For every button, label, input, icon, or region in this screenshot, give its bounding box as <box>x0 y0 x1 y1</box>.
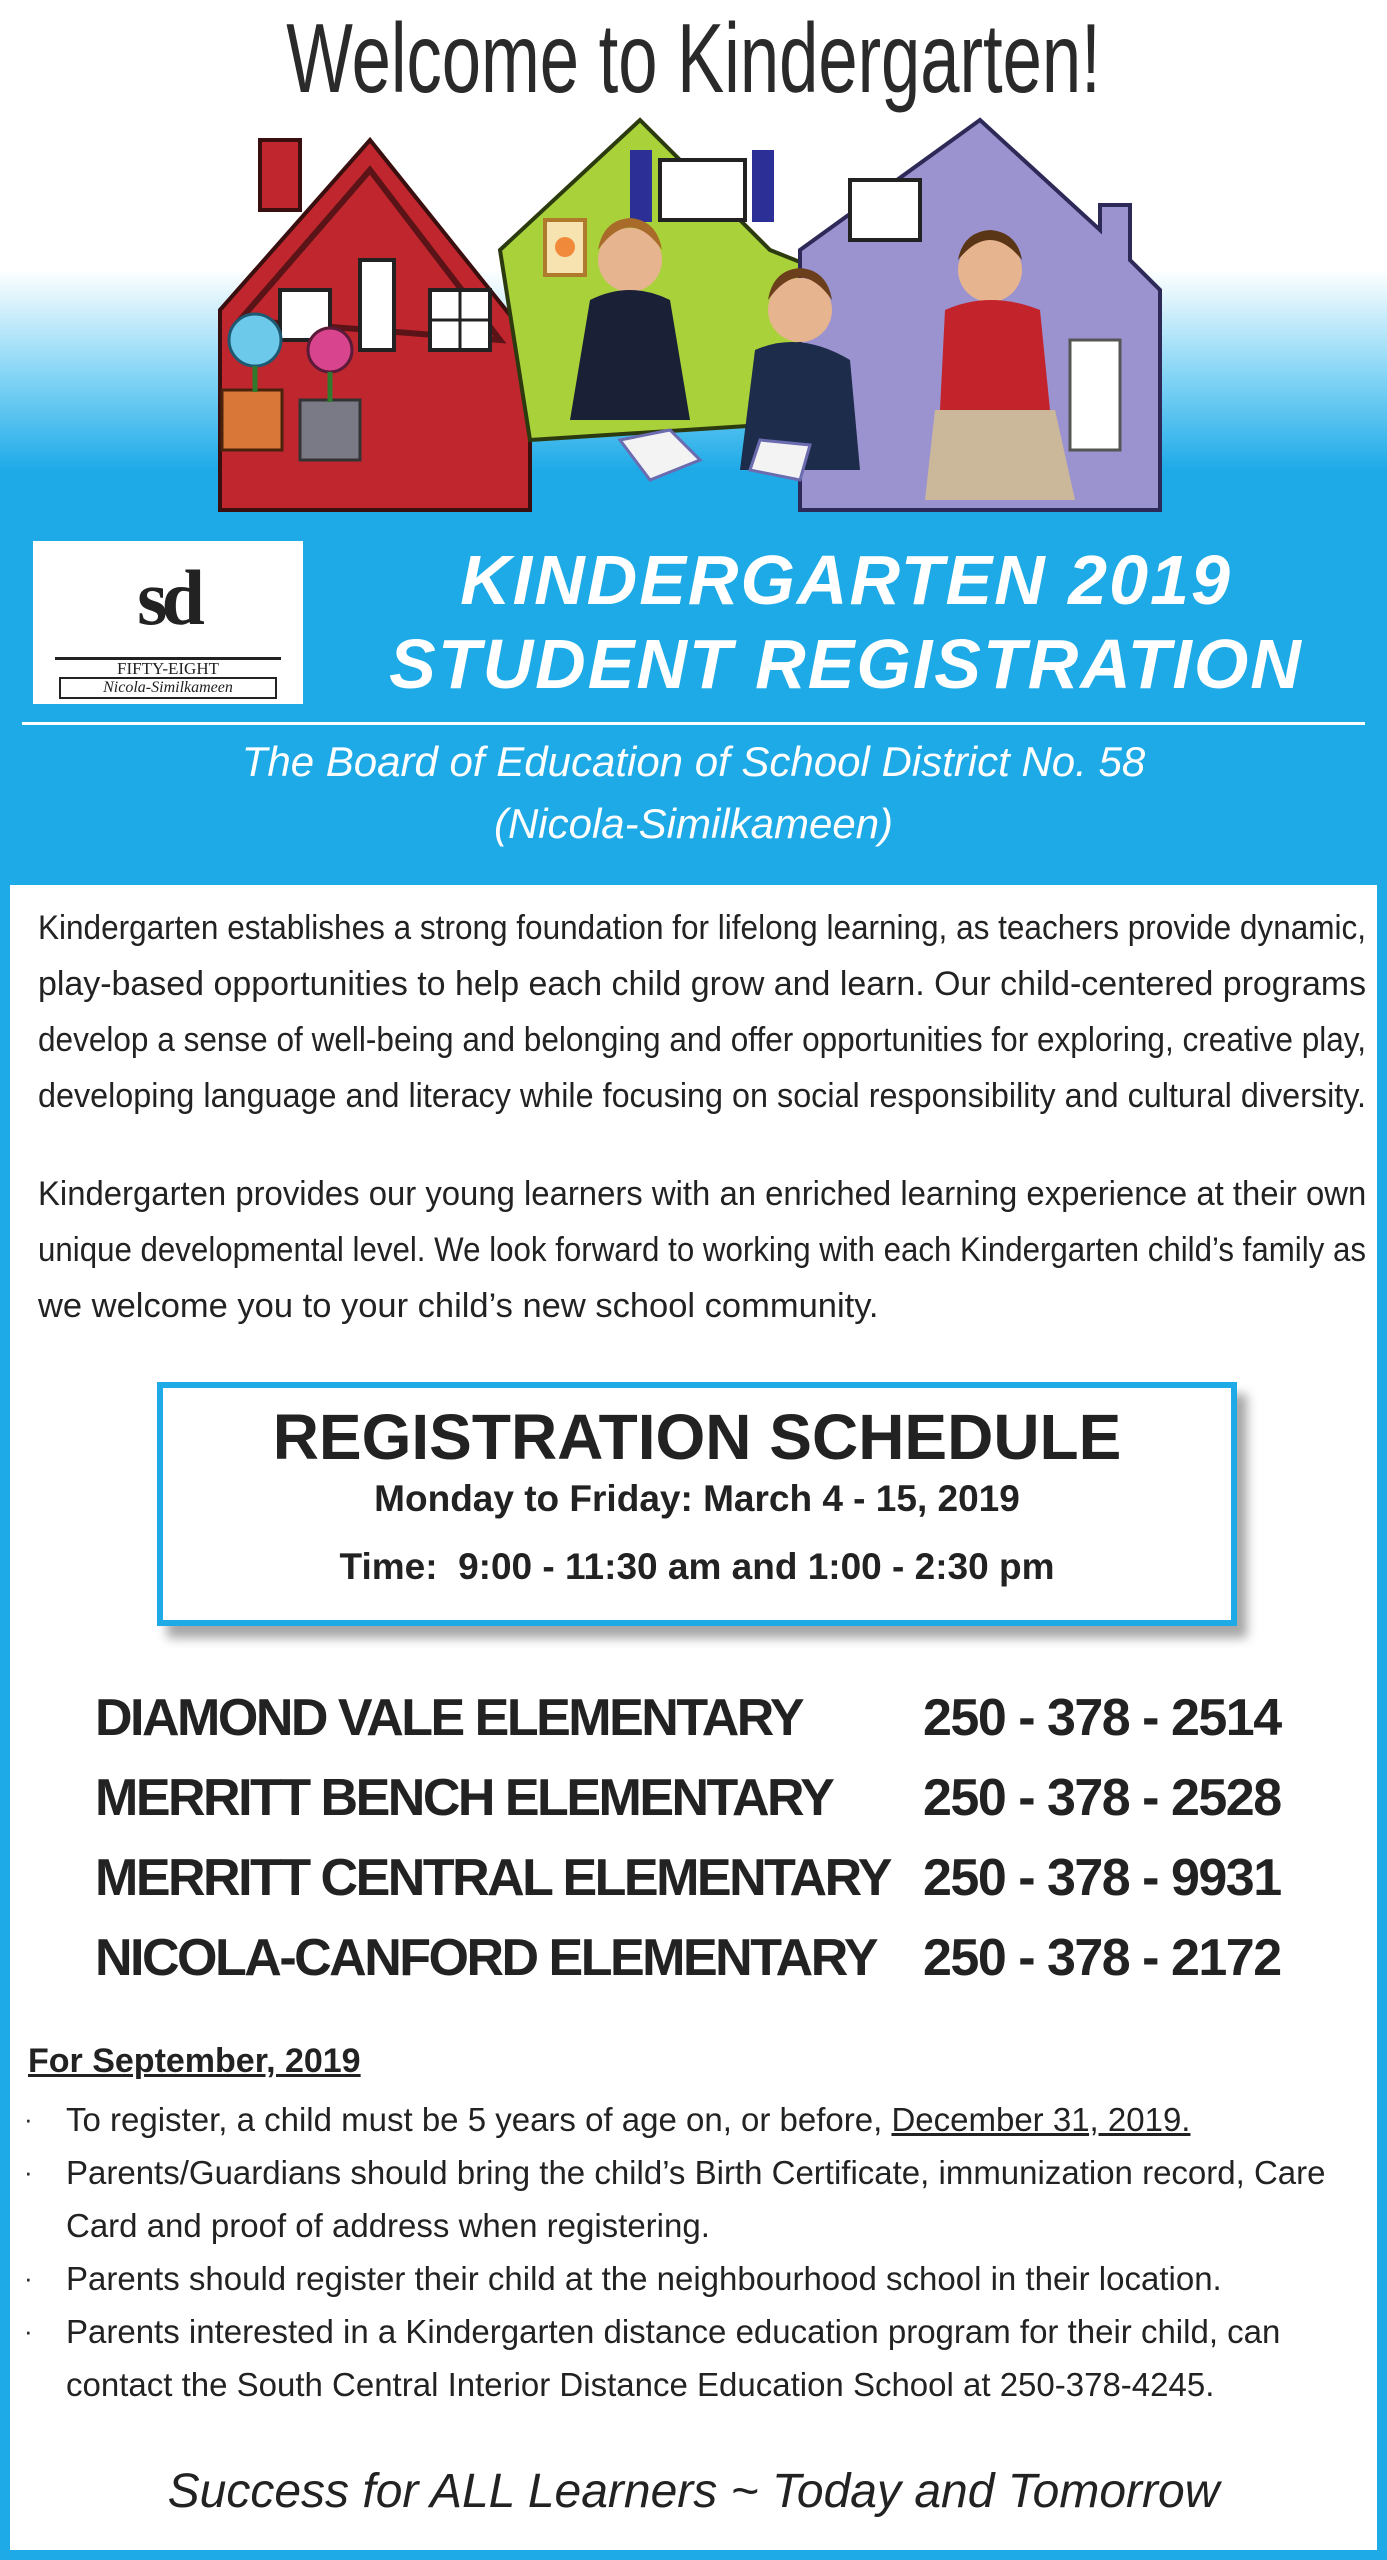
requirements-list <box>22 2093 1362 2411</box>
paragraph-line: develop a sense of well-being and belonging and offer opportunities for exploring, creative play, <box>38 1021 1366 1059</box>
bullet-text: Parents interested in a Kindergarten distance education program for their child, can contact the South Central Interior Distance Education School at 250-378-4245. <box>66 2313 1281 2403</box>
bullet-glyph: · <box>24 2316 33 2346</box>
title-divider <box>22 722 1365 725</box>
school-phone: 250 - 378 - 2528 <box>923 1769 1281 1827</box>
paragraph-line: we welcome you to your child’s new school community. <box>38 1287 879 1325</box>
logo-mark: sd <box>137 554 199 641</box>
school-name: NICOLA-CANFORD ELEMENTARY <box>95 1929 877 1987</box>
paragraph-line: unique developmental level. We look forward to working with each Kindergarten child’s family as <box>38 1231 1366 1269</box>
school-phone: 250 - 378 - 2172 <box>923 1929 1281 1987</box>
list-item <box>22 2252 1362 2305</box>
cutoff-date: December 31, 2019. <box>891 2101 1191 2138</box>
schedule-title: REGISTRATION SCHEDULE <box>272 1401 1122 1473</box>
right-border <box>1377 885 1387 2560</box>
school-row <box>95 1688 1315 1768</box>
paragraph-line: developing language and literacy while focusing on social responsibility and cultural diversity. <box>38 1077 1366 1115</box>
bullet-text: Parents should register their child at the neighbourhood school in their location. <box>66 2260 1222 2297</box>
bullet-text: Parents/Guardians should bring the child’s Birth Certificate, immunization record, Care Card and proof of address when registering. <box>66 2154 1326 2244</box>
school-name: MERRITT BENCH ELEMENTARY <box>95 1769 833 1827</box>
schedule-time: Time: 9:00 - 11:30 am and 1:00 - 2:30 pm <box>339 1546 1055 1587</box>
logo-district-name: Nicola-Similkameen <box>59 677 277 699</box>
registration-schedule-box <box>157 1382 1237 1626</box>
paragraph-line: play-based opportunities to help each child grow and learn. Our child-centered programs <box>38 965 1367 1003</box>
schedule-days: Monday to Friday: March 4 - 15, 2019 <box>374 1478 1020 1519</box>
school-name: DIAMOND VALE ELEMENTARY <box>95 1689 803 1747</box>
paragraph-line: Kindergarten establishes a strong foundation for lifelong learning, as teachers provide dynamic, <box>38 909 1366 947</box>
bullet-glyph: · <box>24 2263 33 2293</box>
school-phone: 250 - 378 - 9931 <box>923 1849 1281 1907</box>
school-row <box>95 1928 1315 2008</box>
school-phone: 250 - 378 - 2514 <box>923 1689 1281 1747</box>
paragraph-line: Kindergarten provides our young learners with an enriched learning experience at their own <box>38 1175 1367 1213</box>
list-item <box>22 2146 1362 2252</box>
school-row <box>95 1768 1315 1848</box>
school-row <box>95 1848 1315 1928</box>
bullet-text: To register, a child must be 5 years of age on, or before, <box>66 2101 892 2138</box>
september-heading: For September, 2019 <box>28 2042 361 2080</box>
title-line-1: KINDERGARTEN 2019 <box>460 541 1232 619</box>
district-logo <box>33 541 303 704</box>
left-border <box>0 885 10 2560</box>
list-item <box>22 2093 1362 2146</box>
houses-children-illustration <box>200 110 1240 550</box>
board-line-2: (Nicola-Similkameen) <box>493 800 894 847</box>
footer-tagline: Success for ALL Learners ~ Today and Tomorrow <box>167 2465 1220 2518</box>
school-name: MERRITT CENTRAL ELEMENTARY <box>95 1849 890 1907</box>
board-line-1: The Board of Education of School District No. 58 <box>241 738 1146 785</box>
bullet-glyph: · <box>24 2157 33 2187</box>
welcome-heading: Welcome to Kindergarten! <box>286 3 1101 113</box>
intro-paragraph-1 <box>38 900 1366 1124</box>
list-item <box>22 2305 1362 2411</box>
bottom-border <box>0 2550 1387 2560</box>
title-line-2: STUDENT REGISTRATION <box>389 625 1303 703</box>
intro-paragraph-2 <box>38 1166 1366 1334</box>
logo-fifty-eight: FIFTY-EIGHT <box>117 659 219 678</box>
bullet-glyph: · <box>24 2104 33 2134</box>
